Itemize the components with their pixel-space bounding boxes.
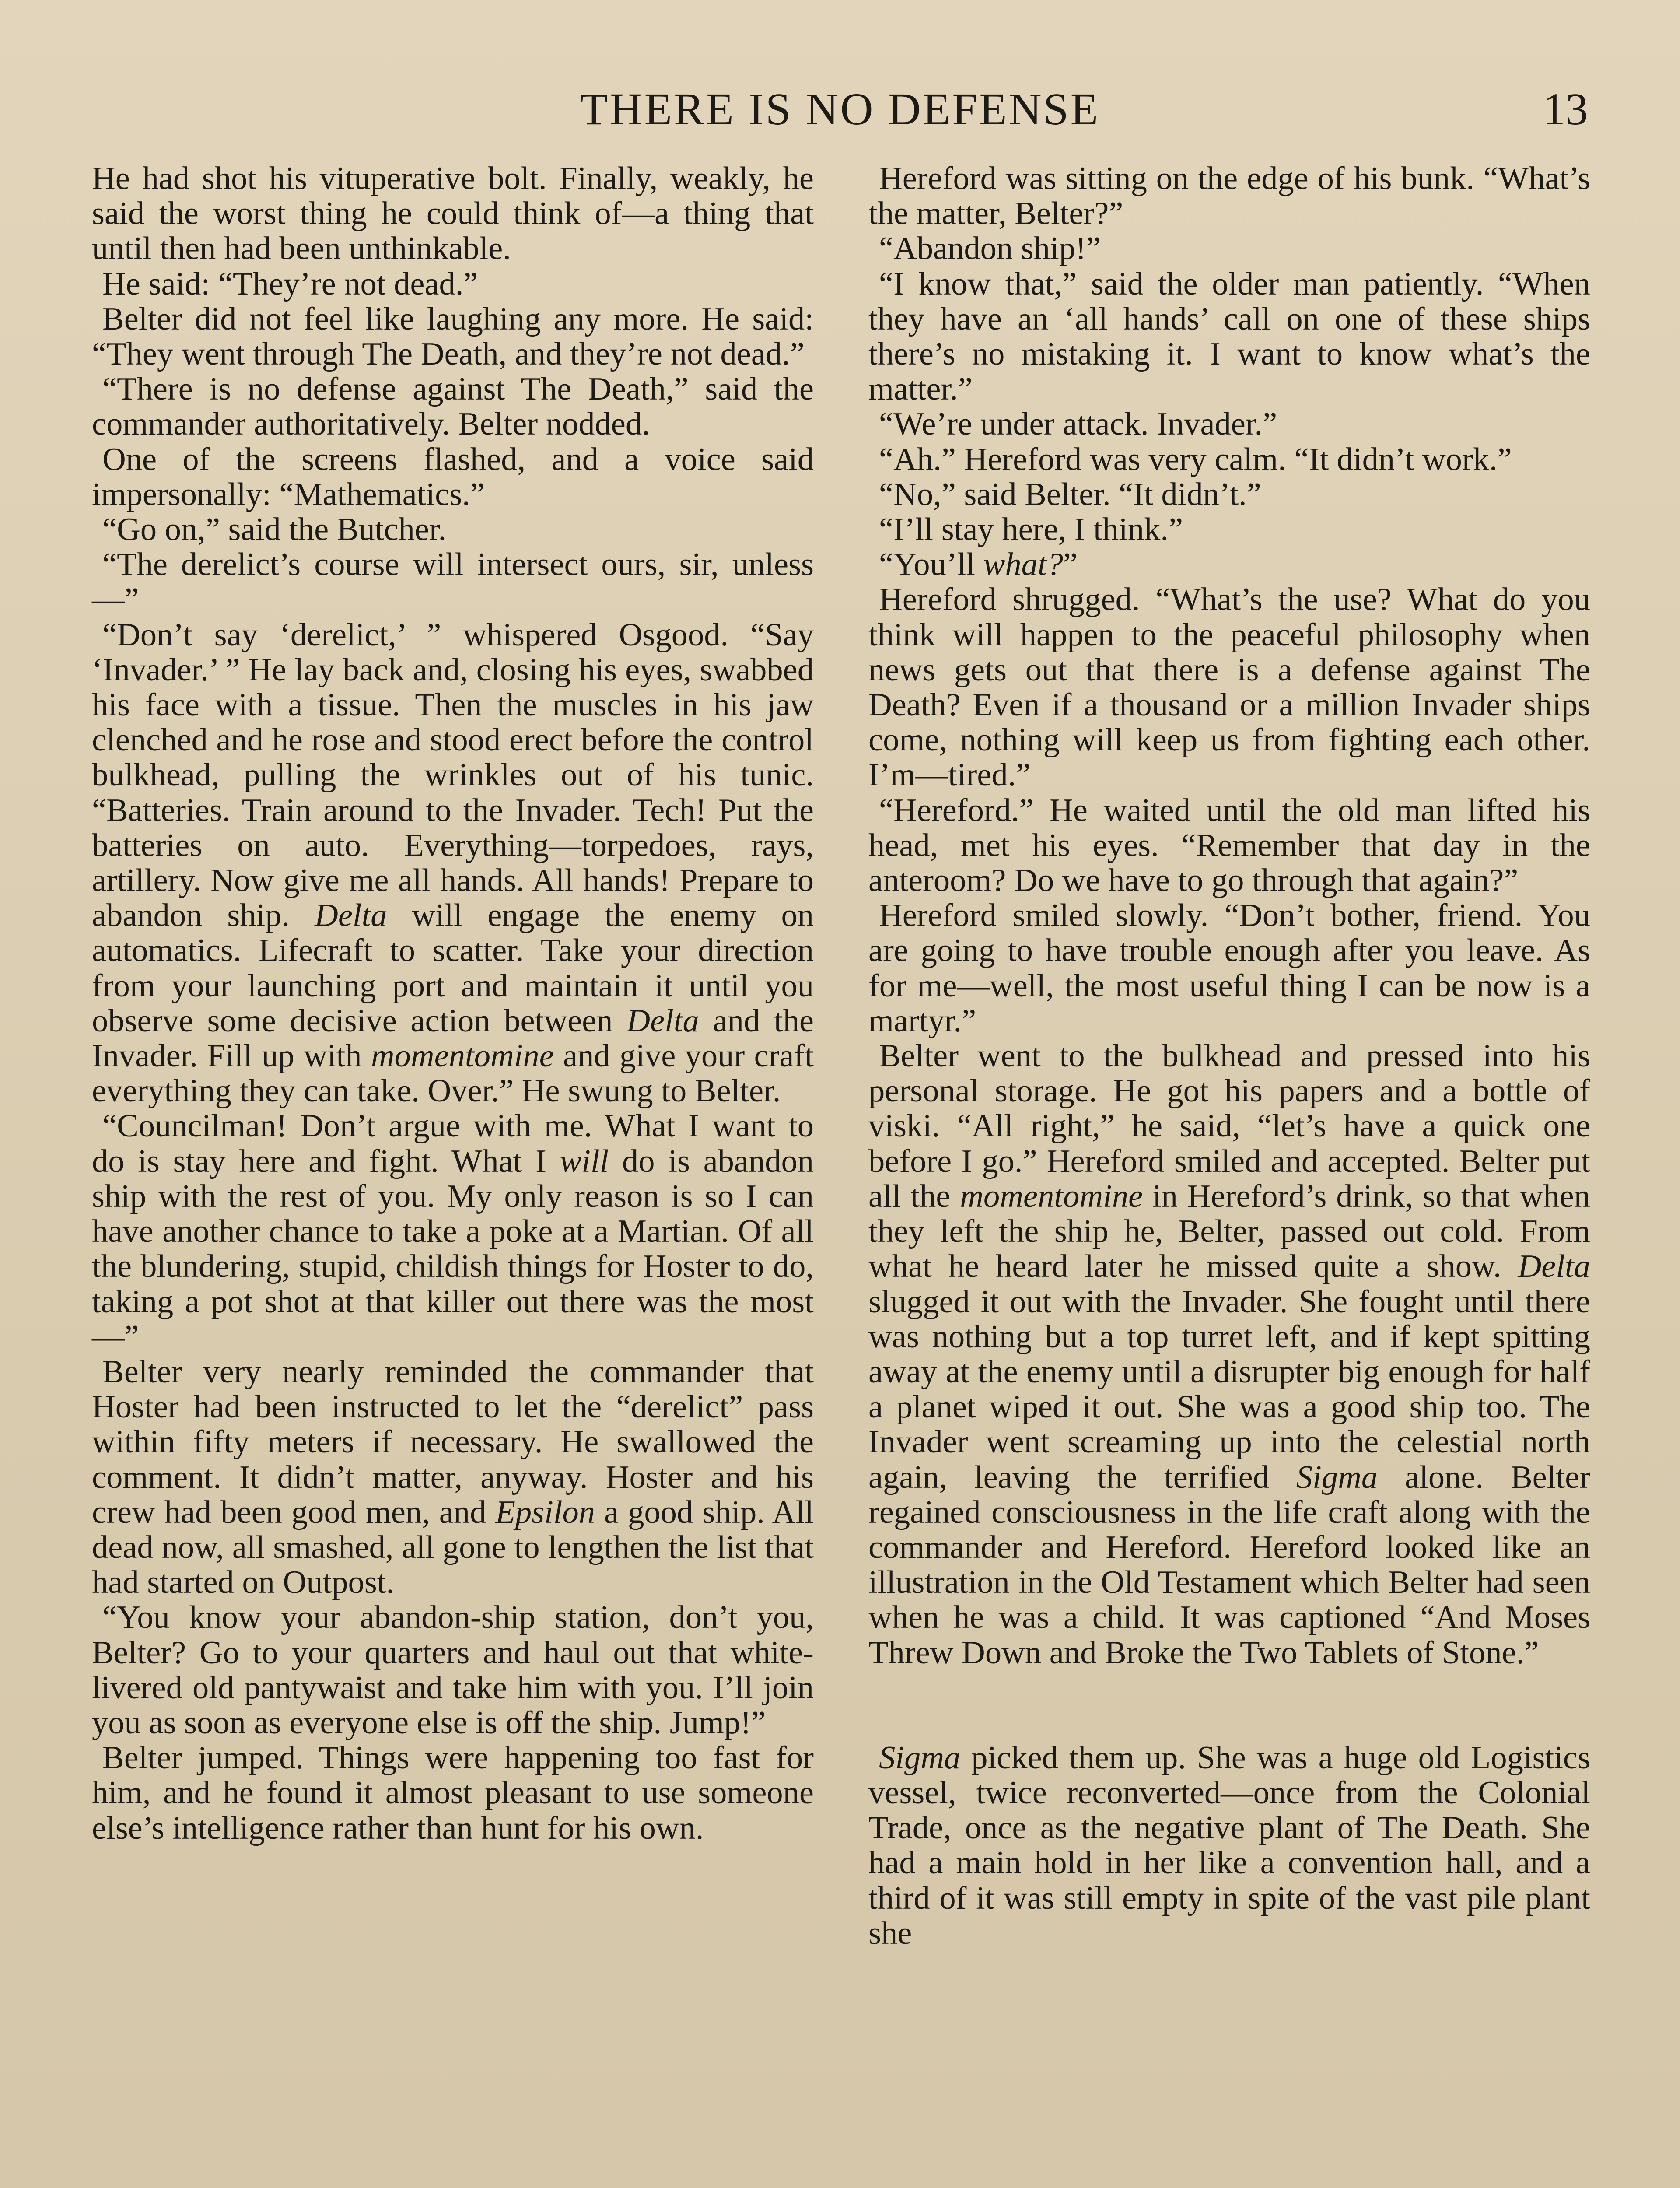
paragraph: Sigma picked them up. She was a huge old Logistics vessel, twice reconverted—once from the Colonial Trade, once as the negative plant of The Death. She had a main hold in her like a convention hall, and a third of it was still empty in spite of the vast pile plant she (868, 1739, 1590, 1951)
paragraph: “You know your abandon-ship station, don’t you, Belter? Go to your quarters and haul out that white-livered old pantywaist and take him with you. I’ll join you as soon as everyone else is off the ship. Jump!” (92, 1599, 814, 1741)
right-column (868, 161, 1590, 1951)
paragraph: He said: “They’re not dead.” (102, 266, 478, 302)
paragraph: Belter very nearly reminded the commander that Hoster had been instructed to let the “derelict” pass within fifty meters if necessary. He swallowed the comment. It didn’t matter, anyway. Hoster and his crew had been good men, and Epsilon a good ship. All dead now, all smashed, all gone to lengthen the list that had started on Outpost. (92, 1353, 814, 1601)
left-column (92, 161, 814, 1846)
paragraph: “Hereford.” He waited until the old man lifted his head, met his eyes. “Remember that day in the anteroom? Do we have to go through that again?” (868, 792, 1590, 899)
paragraph: He had shot his vituperative bolt. Finally, weakly, he said the worst thing he could think of—a thing that until then had been unthinkable. (92, 161, 814, 267)
paragraph: “There is no defense against The Death,” said the commander authoritatively. Belter nodded. (92, 371, 814, 442)
paragraph: “We’re under attack. Invader.” (879, 406, 1278, 442)
paragraph: Belter jumped. Things were happening too fast for him, and he found it almost pleasant to use someone else’s intelligence rather than hunt for his own. (92, 1740, 814, 1846)
paragraph: “Councilman! Don’t argue with me. What I want to do is stay here and fight. What I will do is abandon ship with the rest of you. My only reason is so I can have another chance to take a poke at a Martian. Of all the blundering, stupid, childish things for Hoster to do, taking a pot shot at that killer out there was the most—” (92, 1108, 814, 1355)
paragraph: “The derelict’s course will intersect ours, sir, unless—” (92, 547, 814, 618)
running-title: THERE IS NO DEFENSE (580, 84, 1100, 134)
paragraph: One of the screens flashed, and a voice said impersonally: “Mathematics.” (92, 441, 814, 512)
paragraph: “You’ll what?” (879, 547, 1078, 583)
paragraph: “I know that,” said the older man patiently. “When they have an ‘all hands’ call on one of these ships there’s no mistaking it. I want to know what’s the matter.” (868, 266, 1590, 407)
paragraph: “Ah.” Hereford was very calm. “It didn’t work.” (879, 441, 1512, 477)
paragraph: “No,” said Belter. “It didn’t.” (879, 476, 1261, 512)
running-head (0, 81, 1680, 138)
paragraph: Hereford was sitting on the edge of his bunk. “What’s the matter, Belter?” (868, 161, 1590, 232)
page-number: 13 (1543, 84, 1588, 134)
paragraph: Hereford smiled slowly. “Don’t bother, friend. You are going to have trouble enough after you leave. As for me—well, the most useful thing I can be now is a martyr.” (868, 898, 1590, 1039)
paragraph: “Go on,” said the Butcher. (102, 512, 447, 548)
paragraph: “I’ll stay here, I think.” (879, 512, 1183, 548)
paragraph: Hereford shrugged. “What’s the use? What do you think will happen to the peaceful philosophy when news gets out that there is a defense against The Death? Even if a thousand or a million Invader ships come, nothing will keep us from fighting each other. I’m—tired.” (868, 582, 1590, 793)
paragraph: Belter did not feel like laughing any more. He said: “They went through The Death, and they’re not dead.” (92, 301, 814, 372)
paragraph: Belter went to the bulkhead and pressed into his personal storage. He got his papers and a bottle of viski. “All right,” he said, “let’s have a quick one before I go.” Hereford smiled and accepted. Belter put all the momentomine in Hereford’s drink, so that when they left the ship he, Belter, passed out cold. From what he heard later he missed quite a show. Delta slugged it out with the Invader. She fought until there was nothing but a top turret left, and if kept spitting away at the enemy until a disrupter big enough for half a planet wiped it out. She was a good ship too. The Invader went screaming up into the celestial north again, leaving the terrified Sigma alone. Belter regained consciousness in the life craft along with the commander and Hereford. Hereford looked like an illustration in the Old Testament which Belter had seen when he was a child. It was captioned “And Moses Threw Down and Broke the Two Tablets of Stone.” (868, 1038, 1590, 1671)
paragraph: “Abandon ship!” (879, 231, 1101, 267)
paragraph: “Don’t say ‘derelict,’ ” whispered Osgood. “Say ‘Invader.’ ” He lay back and, closing his eyes, swabbed his face with a tissue. Then the muscles in his jaw clenched and he rose and stood erect before the control bulkhead, pulling the wrinkles out of his tunic. “Batteries. Train around to the Invader. Tech! Put the batteries on auto. Everything—torpedoes, rays, artillery. Now give me all hands. All hands! Prepare to abandon ship. Delta will engage the enemy on automatics. Lifecraft to scatter. Take your direction from your launching port and maintain it until you observe some decisive action between Delta and the Invader. Fill up with momentomine and give your craft everything they can take. Over.” He swung to Belter. (92, 617, 814, 1109)
